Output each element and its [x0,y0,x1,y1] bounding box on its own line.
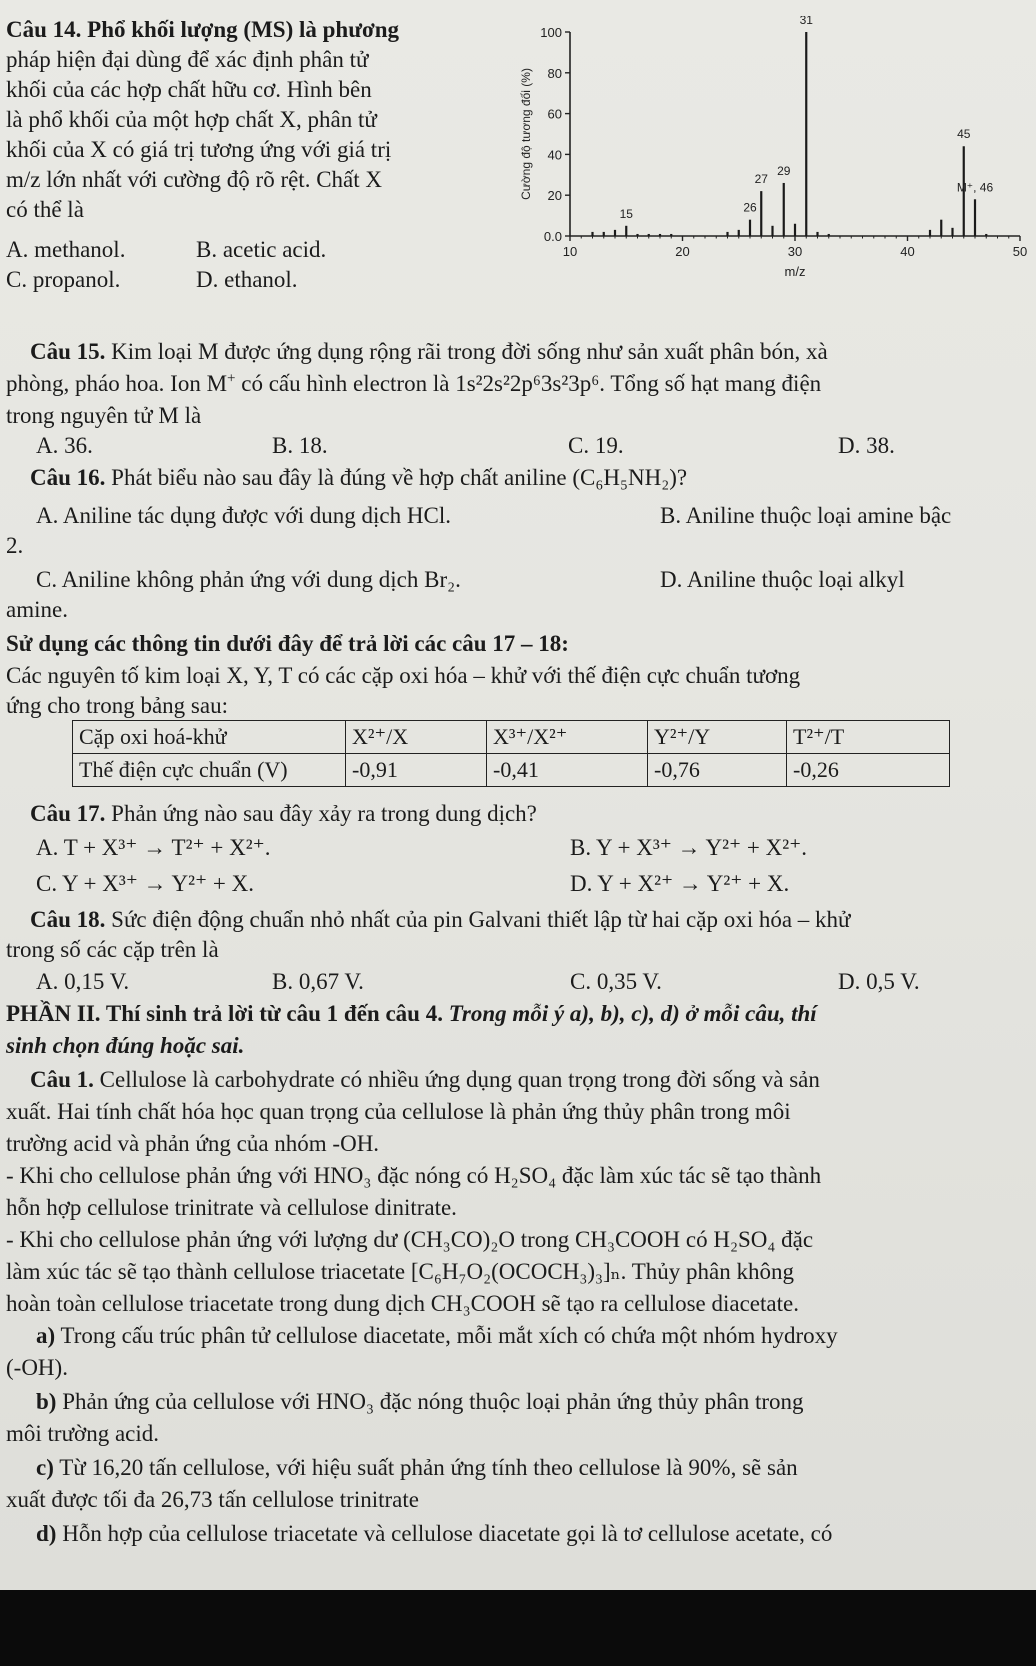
q15-option-c: C. 19. [568,433,624,458]
c1-statement-d [36,1520,832,1548]
peak-label: 15 [619,206,633,221]
c1-c-label: c) [36,1455,54,1480]
c1-d-label: d) [36,1521,57,1546]
q14-line-7: có thể là [6,197,84,222]
c1-line-7: làm xúc tác sẽ tạo thành cellulose triacetate [C₆H₇O₂(OCOCH₃)₃]ₙ. Thủy phân không [6,1259,794,1284]
c1-d-text: Hỗn hợp của cellulose triacetate và cellulose diacetate gọi là tơ cellulose acetate, có [56,1521,833,1546]
q17-18-context-2: ứng cho trong bảng sau: [6,693,228,718]
c1-line-4: - Khi cho cellulose phản ứng với HNO₃ đặc nóng có H₂SO₄ đặc làm xúc tác sẽ tạo thành [6,1163,822,1188]
q15-option-b: B. 18. [272,433,328,458]
y-tick-label: 20 [547,188,562,204]
table-row [73,721,950,754]
c1-c-text: Từ 16,20 tấn cellulose, với hiệu suất phản ứng tính theo cellulose là 90%, sẽ sản [53,1455,798,1480]
q14-option-c: C. propanol. [6,267,121,292]
q14-line-5: khối của X có giá trị tương ứng với giá trị [6,137,392,162]
q16-option-d-cont: amine. [6,597,68,622]
q15-line-3: trong nguyên tử M là [6,403,202,428]
table-cell: -0,26 [787,754,950,787]
c1-statement-c [36,1454,798,1482]
y-tick-label: 40 [547,147,562,163]
q16-text: Phát biểu nào sau đây là đúng về hợp chất aniline (C₆H₅NH₂)? [105,465,688,490]
q17-18-context-1: Các nguyên tố kim loại X, Y, T có các cặp oxi hóa – khử với thế điện cực chuẩn tương [6,663,801,688]
q15-option-a: A. 36. [36,433,93,458]
table-cell: X³⁺/X²⁺ [487,721,648,754]
c1-statement-a-cont: (-OH). [6,1355,68,1380]
y-tick-label: 60 [547,106,562,122]
table-cell: X²⁺/X [346,721,487,754]
q14-line-4: là phổ khối của một hợp chất X, phân tử [6,107,377,132]
table-cell: Y²⁺/Y [648,721,787,754]
q15-line-2 [6,370,821,398]
part2-instruction: Trong mỗi ý a), b), c), d) ở mỗi câu, thí [442,1001,817,1026]
q14-text: Câu 14. Phổ khối lượng (MS) là phương [6,17,400,42]
c1-a-text: Trong cấu trúc phân tử cellulose diacetate, mỗi mắt xích có chứa một nhóm hydroxy [55,1323,838,1348]
q14-line-6: m/z lớn nhất với cường độ rõ rệt. Chất X [6,167,382,192]
c1-statement-c-cont: xuất được tối đa 26,73 tấn cellulose trinitrate [6,1487,419,1512]
q17-18-intro: Sử dụng các thông tin dưới đây để trả lời các câu 17 – 18: [6,631,569,656]
table-cell: -0,41 [487,754,648,787]
q18-option-d: D. 0,5 V. [838,969,920,994]
table-cell: -0,91 [346,754,487,787]
table-cell: -0,76 [648,754,787,787]
part2-heading [6,1000,817,1028]
q16-line-1: Câu 16. Phát biểu nào sau đây là đúng về hợp chất aniline (C₆H₅NH₂)? [30,465,688,490]
peak-label: 27 [754,172,768,187]
q15-config: 1s²2s²2p⁶3s²3p⁶ [455,371,600,396]
q14-line-3: khối của các hợp chất hữu cơ. Hình bên [6,77,372,102]
c1-statement-b-cont: môi trường acid. [6,1421,160,1446]
c1-label: Câu 1. [30,1067,94,1092]
q18-option-a: A. 0,15 V. [36,969,130,994]
peak-label: M⁺, 46 [956,180,994,195]
q18-option-c: C. 0,35 V. [570,969,662,994]
mass-spectrum-chart [512,16,1032,316]
c1-text: Cellulose là carbohydrate có nhiều ứng dụng quan trọng trong đời sống và sản [93,1067,820,1092]
x-tick-label: 30 [787,244,803,259]
q15-text-rest: Kim loại M được ứng dụng rộng rãi trong đời sống như sản xuất phân bón, xà [105,339,828,364]
q18-text: Sức điện động chuẩn nhỏ nhất của pin Galvani thiết lập từ hai cặp oxi hóa – khử [105,907,851,932]
q15-ion: phòng, pháo hoa. Ion M [6,371,228,396]
q17-option-b: B. Y + X³⁺ → Y²⁺ + X²⁺. [570,835,808,860]
c1-line-8: hoàn toàn cellulose triacetate trong dung dịch CH₃COOH sẽ tạo ra cellulose diacetate. [6,1291,799,1316]
y-axis-label: Cường độ tương đối (%) [519,68,533,200]
c1-line-5: hỗn hợp cellulose trinitrate và cellulose dinitrate. [6,1195,457,1220]
q15-config-lead: có cấu hình electron là [235,371,456,396]
c1-line-6: - Khi cho cellulose phản ứng với lượng dư (CH₃CO)₂O trong CH₃COOH có H₂SO₄ đặc [6,1227,814,1252]
q15-ion-charge: + [227,370,236,387]
q17-option-a: A. T + X³⁺ → T²⁺ + X²⁺. [36,835,271,860]
y-tick-label: 80 [547,65,562,81]
q15-line-1: Câu 15. Kim loại M được ứng dụng rộng rãi trong đời sống như sản xuất phân bón, xà [30,339,828,364]
part2-title: PHẦN II. Thí sinh trả lời từ câu 1 đến câu 4. [6,1001,443,1026]
part2-instruction-cont: sinh chọn đúng hoặc sai. [6,1033,245,1058]
c1-statement-a [36,1322,838,1350]
c1-a-label: a) [36,1323,56,1348]
q17-option-c: C. Y + X³⁺ → Y²⁺ + X. [36,871,254,896]
q17-line-1: Câu 17. Phản ứng nào sau đây xảy ra trong dung dịch? [30,801,537,826]
peak-label: 31 [799,16,813,27]
q15-config-tail: . Tổng số hạt mang điện [599,371,822,396]
q16-option-c: C. Aniline không phản ứng với dung dịch Br₂. [36,567,461,592]
c1-b-label: b) [36,1389,57,1414]
q16-option-a: A. Aniline tác dụng được với dung dịch HCl. [36,503,451,528]
c1-line-2: xuất. Hai tính chất hóa học quan trọng của cellulose là phản ứng thủy phân trong môi [6,1099,791,1124]
q18-line-2: trong số các cặp trên là [6,937,219,962]
x-axis-label: m/z [784,264,806,279]
x-tick-label: 50 [1012,244,1028,259]
q17-text: Phản ứng nào sau đây xảy ra trong dung dịch? [105,801,537,826]
table-header-potential: Thế điện cực chuẩn (V) [73,754,346,787]
c1-line-3: trường acid và phản ứng của nhóm -OH. [6,1131,380,1156]
y-tick-label: 0.0 [543,229,562,244]
q18-option-b: B. 0,67 V. [272,969,364,994]
peak-label: 26 [743,200,757,215]
q15-option-d: D. 38. [838,433,895,458]
q16-option-b-cont: 2. [6,533,24,558]
q14-option-a: A. methanol. [6,237,126,262]
x-tick-label: 40 [900,244,915,259]
q17-option-d: D. Y + X²⁺ → Y²⁺ + X. [570,871,790,896]
q16-option-d: D. Aniline thuộc loại alkyl [660,567,905,592]
y-tick-label: 100 [540,25,562,40]
q14-option-b: B. acetic acid. [196,237,327,262]
peak-label: 45 [957,127,971,142]
table-row [73,754,950,787]
q16-option-b: B. Aniline thuộc loại amine bậc [660,503,952,528]
peak-label: 29 [777,163,791,178]
x-tick-label: 10 [562,244,578,259]
table-cell: T²⁺/T [787,721,950,754]
q18-line-1: Câu 18. Sức điện động chuẩn nhỏ nhất của pin Galvani thiết lập từ hai cặp oxi hóa – khử [30,907,851,932]
q14-line-1 [6,16,399,44]
c1-statement-b [36,1388,804,1416]
table-header-pair: Cặp oxi hoá-khử [73,721,346,754]
q14-line-2: pháp hiện đại dùng để xác định phân tử [6,47,369,72]
c1-b-text: Phản ứng của cellulose với HNO₃ đặc nóng thuộc loại phản ứng thủy phân trong [56,1389,804,1414]
x-tick-label: 20 [675,244,690,259]
q14-option-d: D. ethanol. [196,267,298,292]
potential-table [72,720,950,787]
c1-line-1 [30,1066,820,1094]
